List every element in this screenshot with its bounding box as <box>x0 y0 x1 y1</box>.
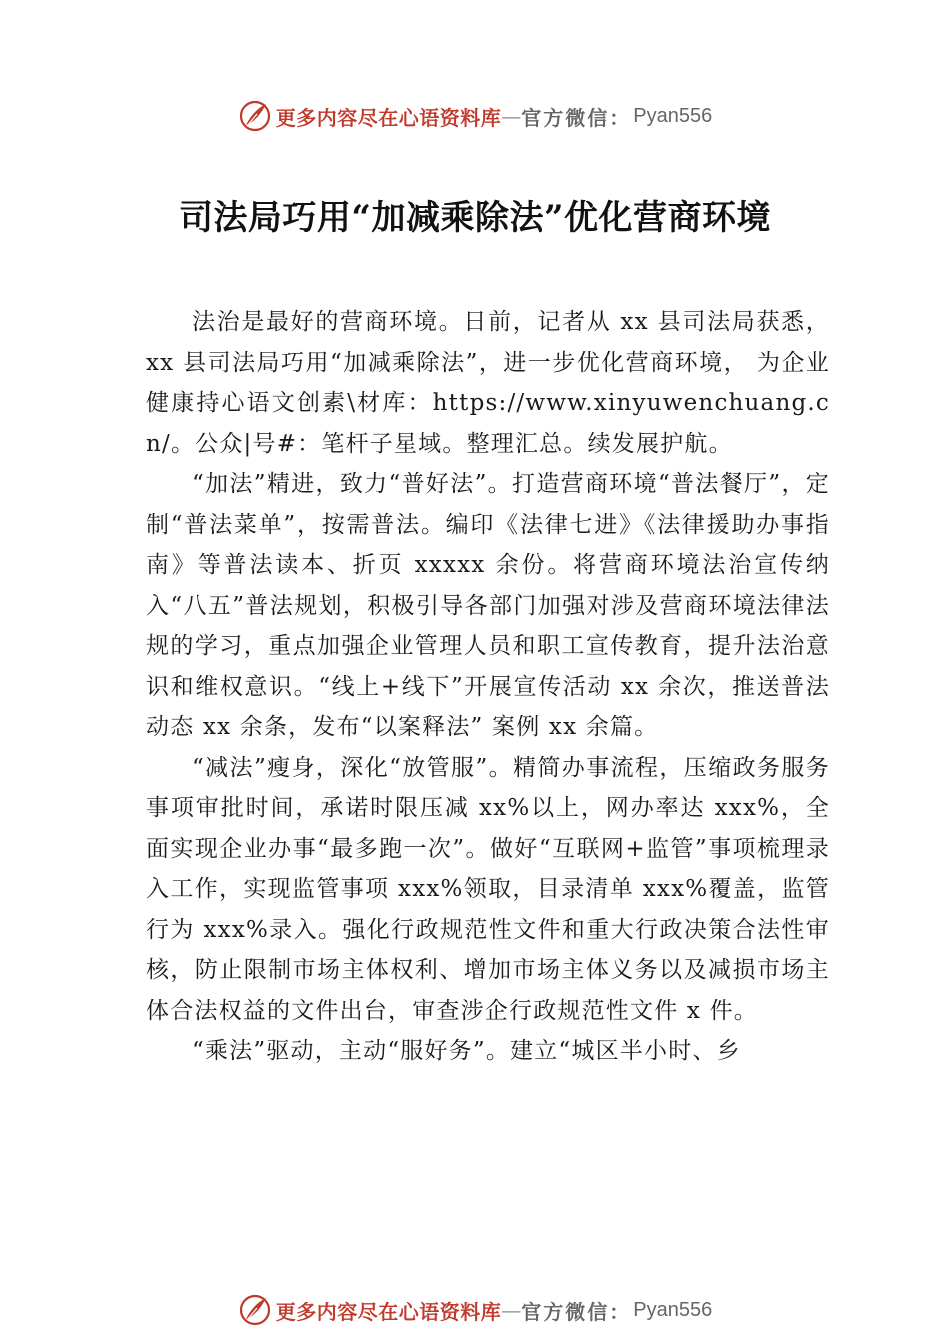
paragraph-multiplication: “乘法”驱动，主动“服好务”。建立“城区半小时、乡 <box>192 1038 741 1064</box>
banner-wechat-label: 官方微信： <box>521 105 632 130</box>
banner-wechat-label: 官方微信： <box>521 1299 632 1324</box>
document-title: 司法局巧用“加减乘除法”优化营商环境 <box>178 198 772 238</box>
quill-logo-icon <box>238 99 272 133</box>
footer-banner <box>0 1290 950 1330</box>
banner-site-name: 更多内容尽在心语资料库 <box>275 105 502 130</box>
banner-separator: — <box>501 104 522 128</box>
paragraph-intro: 法治是最好的营商环境。日前，记者从 xx 县司法局获悉，xx 县司法局巧用“加减乘除法”，进一步优化营商环境， 为企业健康持心语文创素\材库：https://www.xinyuwenchuang.cn/。公众|号#：笔杆子星域。整理汇总。续发展护航。 <box>146 309 830 457</box>
banner-site-name: 更多内容尽在心语资料库 <box>275 1299 502 1324</box>
quill-logo-icon <box>238 1293 272 1327</box>
paragraph-addition: “加法”精进，致力“普好法”。打造营商环境“普法餐厅”，定制“普法菜单”，按需普法。编印《法律七进》《法律援助办事指南》等普法读本、折页 xxxxx 余份。将营商环境法治宣传纳入“八五”普法规划，积极引导各部门加强对涉及营商环境法律法规的学习，重点加强企业管理人员和职工宣传教育，提升法治意识和维权意识。“线上+线下”开展宣传活动 xx 余次，推送普法动态 xx 余条，发布“以案释法” 案例 xx 余篇。 <box>146 471 830 740</box>
banner-wechat-id: Pyan556 <box>633 1298 713 1321</box>
banner-wechat-id: Pyan556 <box>633 104 713 127</box>
banner-separator: — <box>501 1298 522 1322</box>
header-banner <box>0 96 950 136</box>
document-body <box>146 302 830 1072</box>
paragraph-subtraction: “减法”瘦身，深化“放管服”。精简办事流程，压缩政务服务事项审批时间，承诺时限压减 xx%以上，网办率达 xxx%，全面实现企业办事“最多跑一次”。做好“互联网+监管”事项梳理录入工作，实现监管事项 xxx%领取，目录清单 xxx%覆盖，监管行为 xxx%录入。强化行政规范性文件和重大行政决策合法性审核，防止限制市场主体权利、增加市场主体义务以及减损市场主体合法权益的文件出台，审查涉企行政规范性文件 x 件。 <box>146 754 830 1024</box>
